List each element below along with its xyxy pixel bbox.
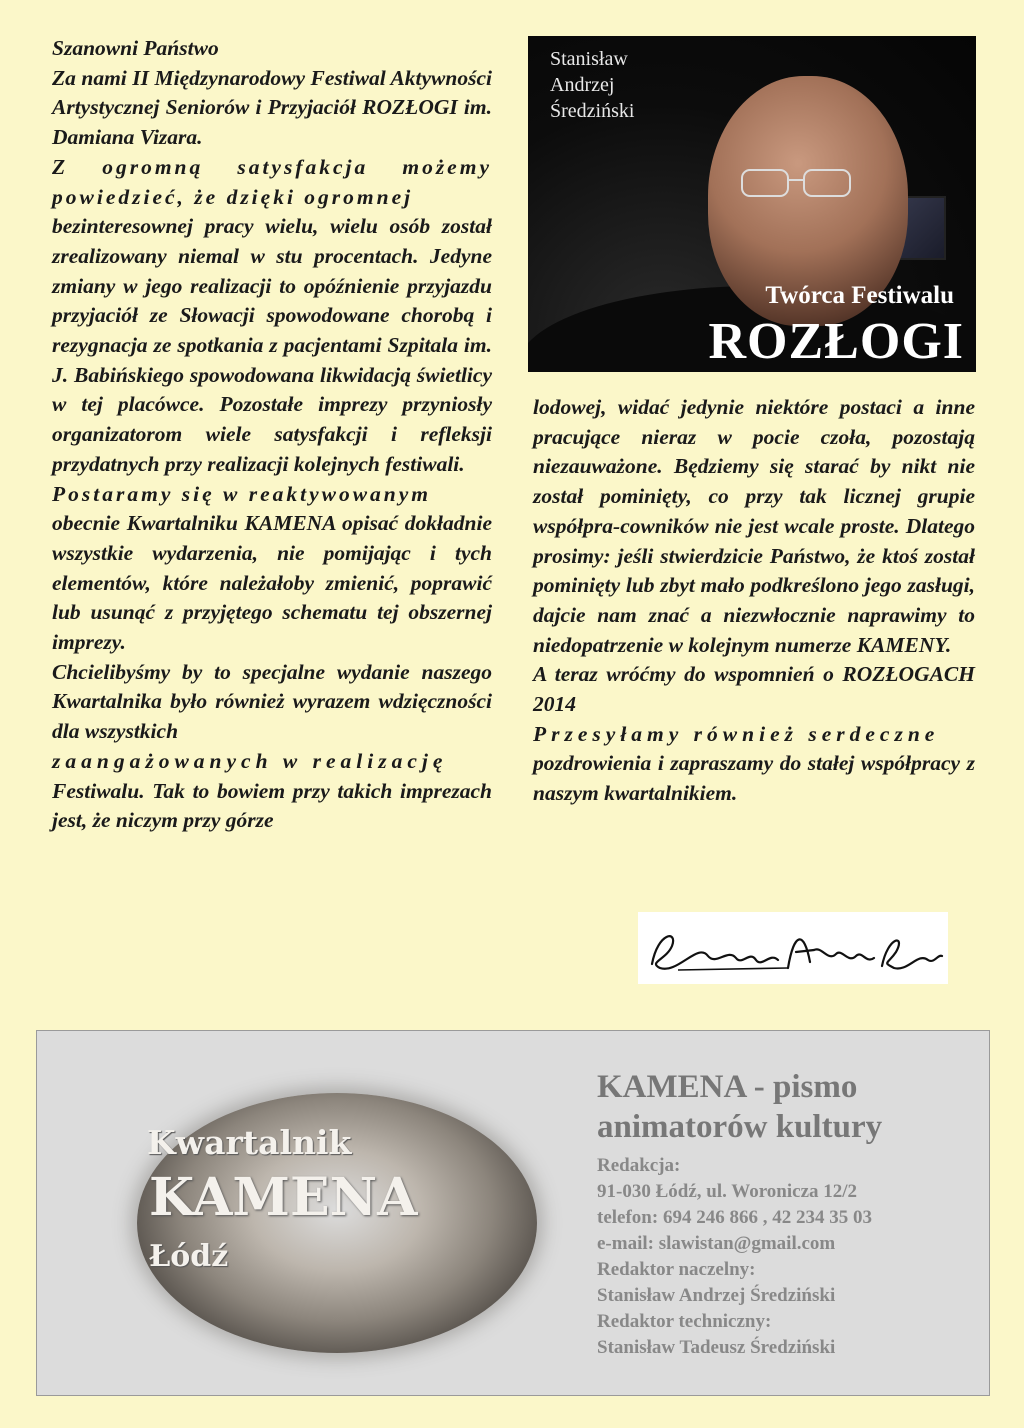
info-line: 91-030 Łódź, ul. Woronicza 12/2 (597, 1181, 858, 1202)
photo-caption: Twórca Festiwalu (765, 282, 954, 309)
photo-name-line: Stanisław (550, 48, 628, 70)
author-photo (528, 36, 976, 372)
photo-name (550, 46, 634, 124)
plaque-text: Kwartalnik (147, 1123, 352, 1162)
photo-caption-title: ROZŁOGI (708, 313, 964, 370)
paragraph: A teraz wróćmy do wspomnień o ROZŁOGACH 2014 (533, 662, 975, 717)
photo-name-line: Średziński (550, 100, 635, 122)
signature-image (638, 912, 948, 984)
salutation: Szanowni Państwo (52, 36, 219, 60)
article-right-column (533, 393, 975, 809)
plaque-title: KAMENA (149, 1167, 418, 1228)
glasses-icon (738, 164, 858, 204)
paragraph: Chcielibyśmy by to specjalne wydanie naszego Kwartalnika było również wyrazem wdzięczności dla wszystkich (52, 659, 492, 744)
email-text: e-mail: slawistan@gmail.com (597, 1233, 836, 1254)
journal-title-line: KAMENA - pismo (597, 1069, 858, 1105)
paragraph: lodowej, widać jedynie niektóre postaci a inne pracujące nieraz w pocie czoła, pozostają niezauważone. Będziemy się starać by nikt nie został pominięty, co przy tak licznej grupie współpra-cowników nie jest wcale proste. Dlatego prosimy: jeśli stwierdzicie Państwo, że ktoś został pominięty lub zbyt mało podkreślono jego zasługi, dajcie nam znać a niezwłocznie naprawimy to niedopatrzenie w kolejnym numerze KAMENY. (533, 395, 975, 657)
info-line: Stanisław Andrzej Średziński (597, 1285, 836, 1306)
plaque-city: Łódź (149, 1239, 229, 1274)
info-line: telefon: 694 246 866 , 42 234 35 03 (597, 1207, 872, 1228)
paragraph: Za nami II Międzynarodowy Festiwal Aktywności Artystycznej Seniorów i Przyjaciół ROZŁOGI im. Damiana Vizara. (52, 65, 492, 150)
info-line: Redakcja: (597, 1155, 681, 1176)
paragraph: pozdrowienia i zapraszamy do stałej współpracy z naszym kwartalnikiem. (533, 751, 975, 806)
info-line: Redaktor naczelny: (597, 1259, 756, 1280)
photo-name-line: Andrzej (550, 74, 615, 96)
paragraph: Przesyłamy również serdeczne (533, 721, 940, 746)
footer-box (36, 1030, 990, 1396)
paragraph: obecnie Kwartalniku KAMENA opisać dokładnie wszystkie wydarzenia, nie pomijając i tych elementów, które należałoby zmienić, poprawić lub usunąć z przyjętego schematu tej obszernej imprezy. (52, 511, 492, 655)
signature (638, 912, 948, 984)
journal-info (597, 1067, 882, 1361)
journal-title (597, 1067, 882, 1147)
paragraph: Postaramy się w reaktywowanym (52, 481, 432, 506)
paragraph: Z ogromną satysfakcja możemy powiedzieć, że dzięki ogromnej (52, 154, 492, 209)
info-line: Redaktor techniczny: (597, 1311, 772, 1332)
paragraph: Festiwalu. Tak to bowiem przy takich imprezach jest, że niczym przy górze (52, 778, 492, 833)
article-left-column (52, 34, 492, 836)
paragraph: bezinteresownej pracy wielu, wielu osób został zrealizowany niemal w stu procentach. Jedyne zmiany w jego realizacji to opóźnienie przyjazdu przyjaciół ze Słowacji spowodowane chorobą i rezygnacja ze spotkania z pacjentami Szpitala im. J. Babińskiego spowodowana likwidacją świetlicy w tej placówce. Pozostałe imprezy przyniosły organizatorom wiele satysfakcji i refleksji przydatnych przy realizacji kolejnych festiwali. (52, 214, 492, 476)
info-line: Stanisław Tadeusz Średziński (597, 1337, 836, 1358)
paragraph: zaangażowanych w realizację (52, 748, 448, 773)
journal-title-line: animatorów kultury (597, 1109, 883, 1145)
